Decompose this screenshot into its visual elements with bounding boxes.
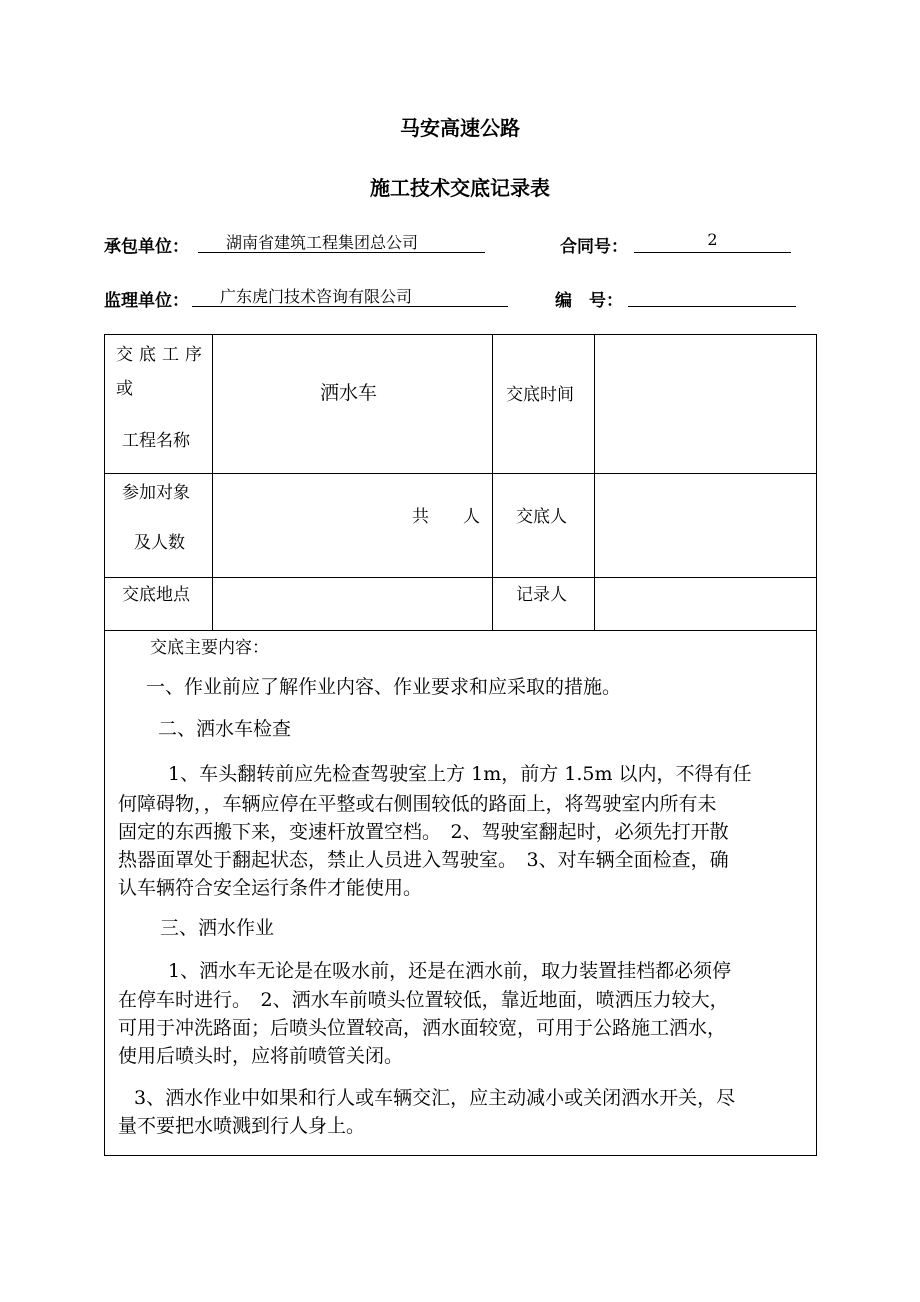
process-label-line3: 工程名称 — [122, 431, 190, 451]
content-section-3: 三、洒水作业 — [160, 917, 275, 939]
content-paragraph-line: 固定的东西搬下来，变速杆放置空档。 2、驾驶室翻起时，必须先打开散 — [118, 821, 729, 843]
contractor-label: 承包单位： — [104, 237, 189, 257]
content-paragraph-line: 何障碍物，，车辆应停在平整或右侧围较低的路面上，将驾驶室内所有未 — [118, 793, 717, 815]
content-paragraph-line: 1、车头翻转前应先检查驾驶室上方 1m，前方 1.5m 以内，不得有任 — [168, 763, 752, 785]
presenter-label: 交底人 — [516, 507, 567, 527]
process-value[interactable]: 洒水车 — [320, 382, 378, 404]
content-paragraph-line: 1、洒水车无论是在吸水前，还是在洒水前，取力装置挂档都必须停 — [168, 960, 732, 982]
serial-label: 编 号： — [555, 291, 623, 311]
participants-label-line1: 参加对象 — [122, 483, 190, 503]
participants-value[interactable]: 共 人 — [412, 507, 480, 527]
contract-no-field[interactable] — [634, 230, 791, 253]
table-divider — [594, 334, 595, 630]
content-heading: 交底主要内容： — [150, 638, 269, 658]
supervisor-value: 广东虎门技术咨询有限公司 — [220, 287, 413, 306]
time-label: 交底时间 — [506, 385, 574, 405]
contract-no-value: 2 — [707, 230, 718, 249]
process-label-line2: 或 — [116, 379, 133, 399]
content-section-2: 二、洒水车检查 — [158, 718, 292, 740]
process-label-line1: 交底工序 — [116, 345, 208, 365]
table-divider — [212, 334, 213, 630]
content-paragraph-line: 认车辆符合安全运行条件才能使用。 — [118, 877, 423, 899]
contractor-field[interactable] — [198, 230, 485, 253]
participants-label-line2: 及人数 — [134, 533, 185, 553]
contract-no-label: 合同号： — [560, 237, 628, 257]
table-divider — [104, 473, 817, 474]
content-paragraph-line: 热器面罩处于翻起状态，禁止人员进入驾驶室。 3、对车辆全面检查，确 — [118, 849, 729, 871]
recorder-label: 记录人 — [516, 585, 567, 605]
content-paragraph-line: 3、洒水作业中如果和行人或车辆交汇，应主动减小或关闭洒水开关，尽 — [134, 1087, 736, 1109]
document-title: 马安高速公路 — [400, 116, 520, 140]
content-paragraph-line: 使用后喷头时，应将前喷管关闭。 — [118, 1045, 404, 1067]
content-paragraph-line: 在停车时进行。 2、洒水车前喷头位置较低，靠近地面，喷洒压力较大， — [118, 989, 729, 1011]
content-item-1: 一、作业前应了解作业内容、作业要求和应采取的措施。 — [146, 676, 622, 698]
content-paragraph-line: 可用于冲洗路面；后喷头位置较高，洒水面较宽，可用于公路施工洒水， — [118, 1017, 727, 1039]
document-subtitle: 施工技术交底记录表 — [370, 176, 550, 200]
table-divider — [492, 334, 493, 630]
location-label: 交底地点 — [122, 585, 190, 605]
contractor-value: 湖南省建筑工程集团总公司 — [226, 233, 419, 252]
supervisor-field[interactable] — [192, 284, 508, 307]
serial-field[interactable] — [628, 284, 796, 307]
content-paragraph-line: 量不要把水喷溅到行人身上。 — [118, 1115, 366, 1137]
table-divider — [104, 577, 817, 578]
table-divider — [104, 630, 817, 631]
supervisor-label: 监理单位： — [104, 291, 189, 311]
